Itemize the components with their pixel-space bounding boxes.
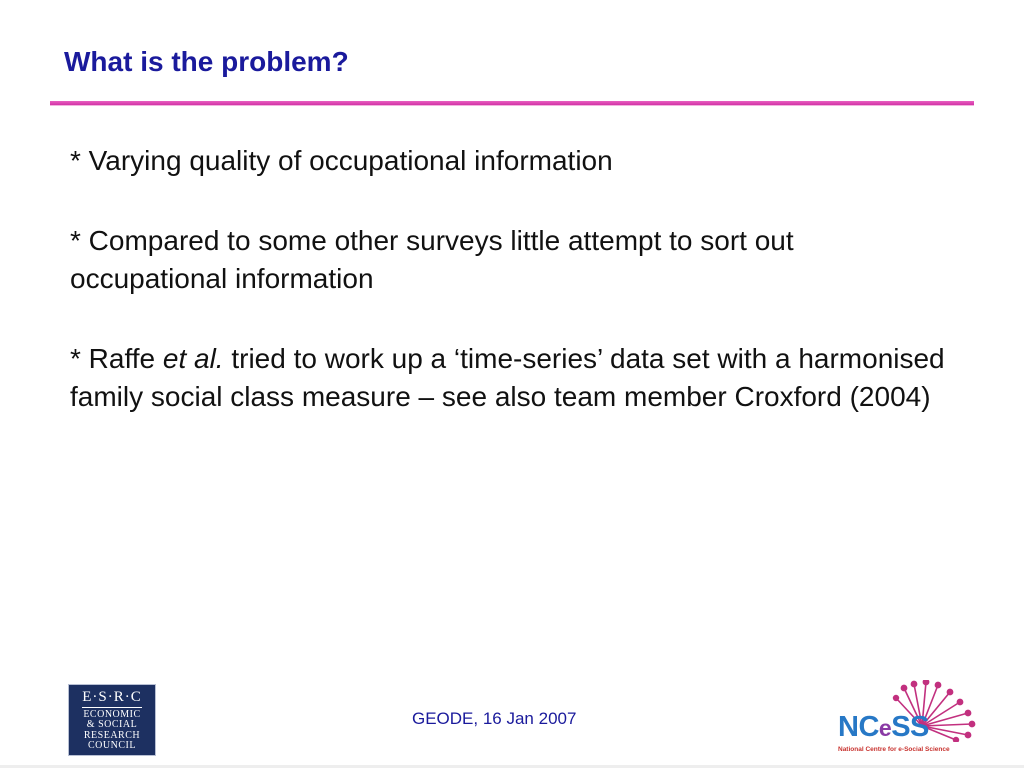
- bullet-text-italic: et al.: [162, 343, 224, 374]
- esrc-logo-line: & SOCIAL: [86, 719, 138, 730]
- footer-event-date: GEODE, 16 Jan 2007: [412, 709, 577, 728]
- slide-title: What is the problem?: [64, 46, 349, 77]
- esrc-logo-line: RESEARCH: [83, 729, 141, 741]
- ncess-wordmark-nc: NC: [838, 711, 879, 743]
- bullet-item: [70, 222, 950, 298]
- esrc-logo: [68, 684, 156, 756]
- bullet-text-suffix: tried to work up a ‘time-series’ data set with a harmonised family social class measure – see also team member Croxford (2004): [70, 343, 945, 412]
- bullet-text: * Varying quality of occupational information: [70, 145, 613, 176]
- title-divider: [50, 101, 974, 106]
- esrc-logo-line: COUNCIL: [88, 740, 136, 751]
- ncess-wordmark-e: e: [878, 715, 892, 741]
- ncess-wordmark: [838, 712, 929, 743]
- esrc-logo-acronym: E·S·R·C: [82, 689, 142, 708]
- ncess-logo: [832, 680, 978, 760]
- bullet-list: [70, 142, 950, 458]
- bullet-item: [70, 142, 950, 180]
- esrc-logo-line: ECONOMIC: [83, 708, 141, 720]
- ncess-tagline: National Centre for e-Social Science: [838, 746, 950, 753]
- bullet-text-prefix: * Raffe: [70, 343, 163, 374]
- bullet-text: * Compared to some other surveys little attempt to sort out occupational information: [70, 225, 794, 294]
- bullet-item: [70, 340, 950, 416]
- ncess-wordmark-ss: SS: [891, 711, 929, 743]
